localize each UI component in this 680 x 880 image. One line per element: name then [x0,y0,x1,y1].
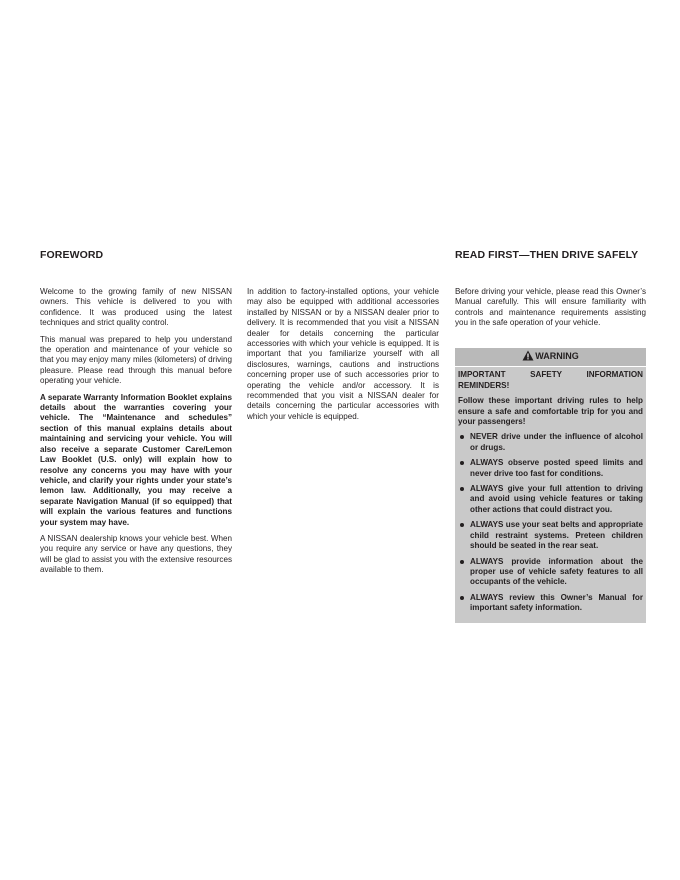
warning-subtitle: IMPORTANT SAFETY INFORMATION REMINDERS! [458,370,643,390]
warning-triangle-icon [522,350,534,363]
warning-title-bar [455,348,646,367]
warning-item: ALWAYS review this Owner’s Manual for important safety information. [458,593,643,614]
warning-item: NEVER drive under the influence of alcohol or drugs. [458,432,643,453]
warning-box [455,348,646,623]
warning-item: ALWAYS use your seat belts and appropriate child restraint systems. Preteen children should be seated in the rear seat. [458,520,643,551]
accessories-column [247,287,439,428]
warning-item: ALWAYS observe posted speed limits and never drive too fast for conditions. [458,458,643,479]
warning-list [458,432,643,613]
warning-item: ALWAYS provide information about the proper use of vehicle safety features to all occupants of the vehicle. [458,557,643,588]
read-first-heading: READ FIRST—THEN DRIVE SAFELY [455,249,639,261]
warning-intro: Follow these important driving rules to help ensure a safe and comfortable trip for you and your passengers! [458,396,643,427]
warranty-paragraph: A separate Warranty Information Booklet explains details about the warranties covering your vehicle. The “Maintenance and schedules” section of this manual explains details about maintaining and servicing your vehicle. You will also receive a separate Customer Care/Lemon Law Booklet (U.S. only) will explain how to resolve any concerns you may have with your vehicle, and clarify your rights under your state’s lemon law. Additionally, you may receive a separate Navigation Manual (if so equipped) that will explain the various features and functions your system may have. [40,392,232,527]
foreword-column [40,287,232,582]
foreword-heading: FOREWORD [40,249,104,261]
read-first-paragraph: Before driving your vehicle, please read this Owner’s Manual carefully. This will ensure familiarity with controls and maintenance requirements assisting you in the safe operation of your vehicle. [455,287,646,328]
warning-body [455,367,646,613]
accessories-paragraph: In addition to factory-installed options, your vehicle may also be equipped with additional accessories installed by NISSAN or by a NISSAN dealer prior to delivery. It is recommended that you visit a NISSAN dealer for details concerning the particular accessories with which your vehicle is equipped. It is important that you familiarize yourself with all disclosures, warnings, cautions and instructions concerning proper use of such accessories prior to operating the vehicle and/or accessory. It is recommended that you visit a NISSAN dealer for details concerning the particular accessories with which your vehicle is equipped. [247,287,439,421]
manual-purpose-paragraph: This manual was prepared to help you understand the operation and maintenance of your vehicle so that you may enjoy many miles (kilometers) of driving pleasure. Please read through this manual before operating your vehicle. [40,334,232,386]
warning-title: WARNING [535,351,579,361]
welcome-paragraph: Welcome to the growing family of new NISSAN owners. This vehicle is delivered to you with confidence. It was produced using the latest techniques and strict quality control. [40,287,232,328]
dealership-paragraph: A NISSAN dealership knows your vehicle best. When you require any service or have any questions, they will be glad to assist you with the extensive resources available to them. [40,533,232,575]
read-first-column [455,287,646,335]
warning-item: ALWAYS give your full attention to driving and avoid using vehicle features or taking other actions that could distract you. [458,484,643,515]
